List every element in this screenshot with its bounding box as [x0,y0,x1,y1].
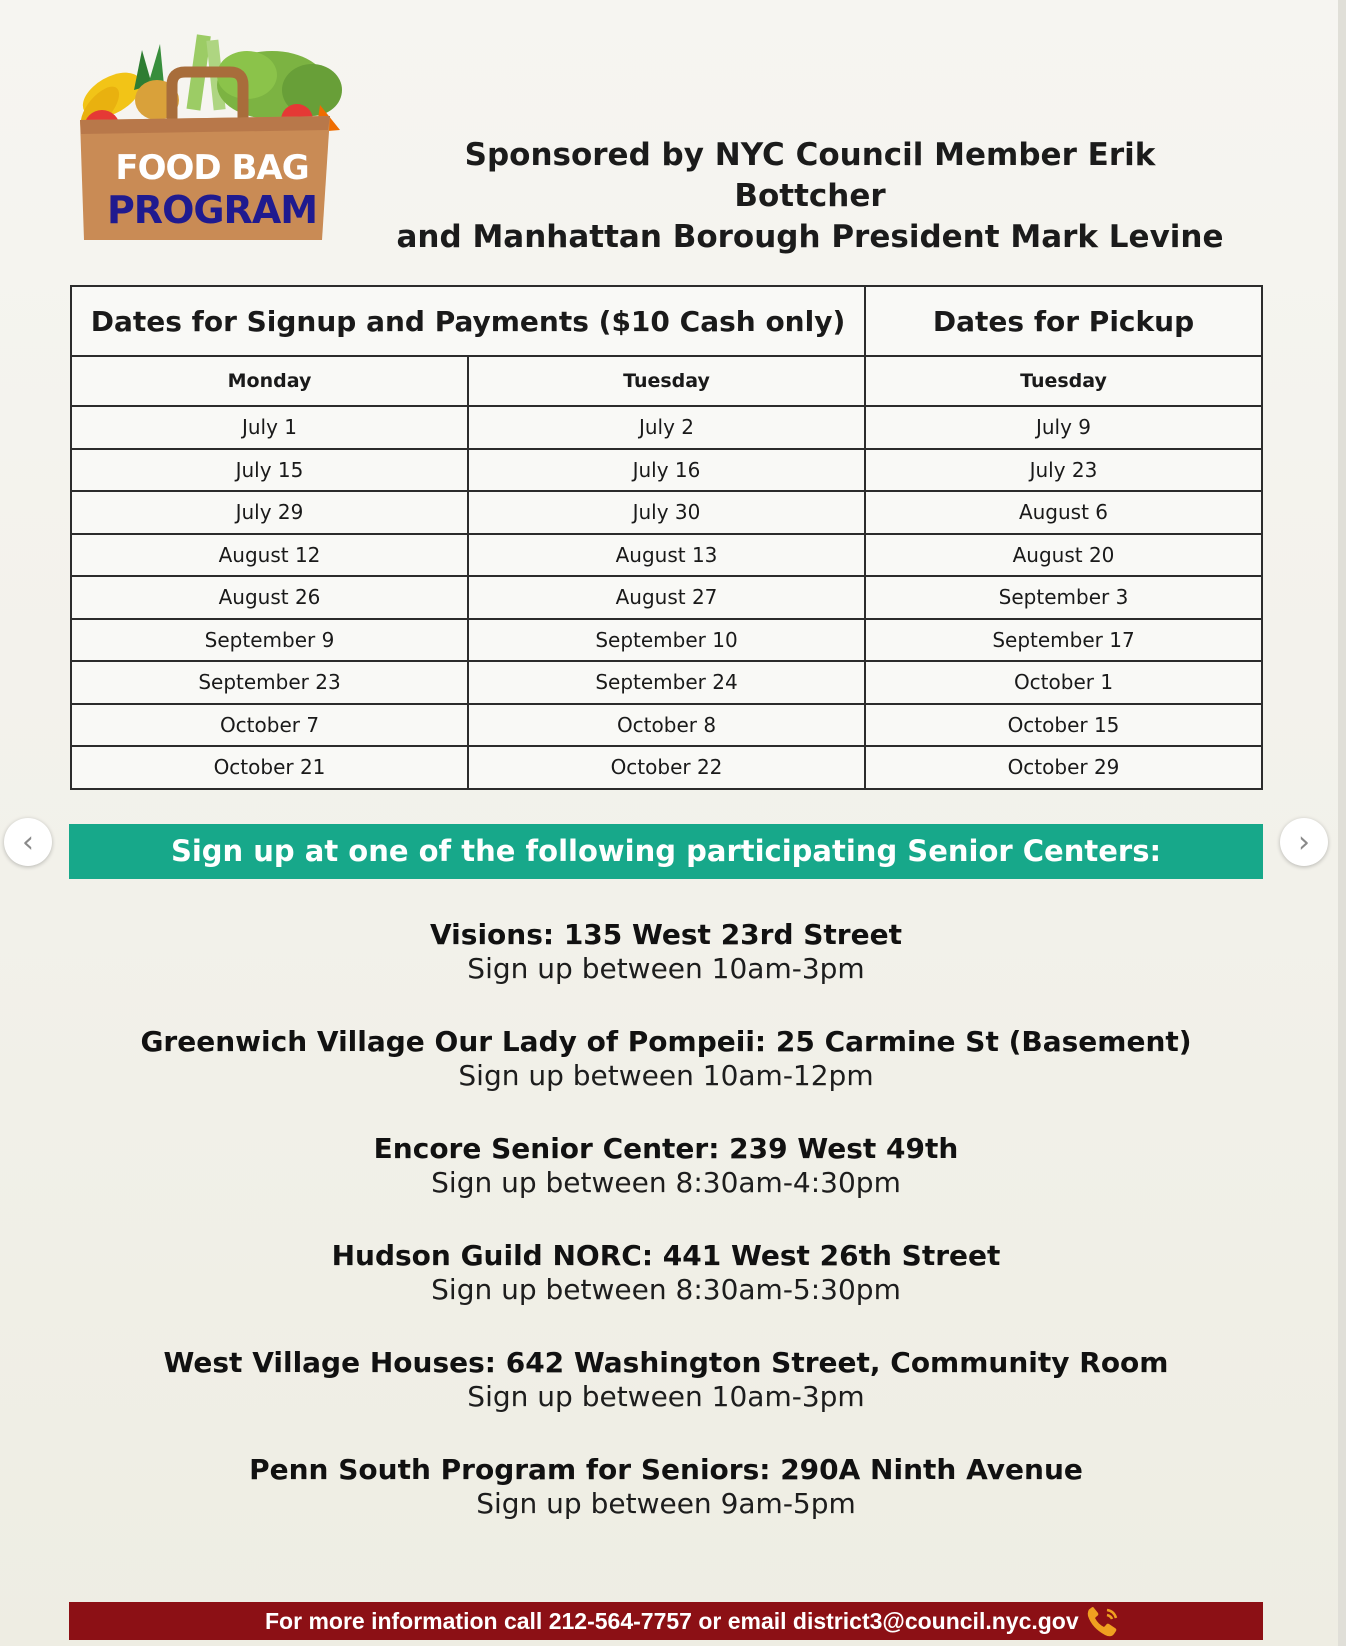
table-row [71,406,1262,449]
table-row [71,491,1262,534]
page-edge [1338,0,1346,1646]
list-item [69,1239,1263,1307]
column-header-tuesday: Tuesday [468,356,865,406]
center-name: Encore Senior Center: 239 West 49th [373,1132,959,1165]
table-cell: August 13 [468,534,865,577]
table-row [71,661,1262,704]
center-name: Hudson Guild NORC: 441 West 26th Street [331,1239,1001,1272]
logo-title-line1: FOOD BAG [115,148,309,188]
table-cell: October 15 [865,704,1262,747]
sponsor-text [390,135,1230,258]
pickup-header: Dates for Pickup [865,286,1262,356]
table-cell: September 10 [468,619,865,662]
table-cell: September 3 [865,576,1262,619]
chevron-right-icon: › [1298,824,1310,860]
center-name: West Village Houses: 642 Washington Street, Community Room [163,1346,1169,1379]
table-cell: October 1 [865,661,1262,704]
table-row [71,746,1262,789]
table-cell: July 16 [468,449,865,492]
table-cell: July 1 [71,406,468,449]
senior-centers-list [69,918,1263,1560]
food-bag-logo [72,30,362,255]
schedule-table [70,285,1263,790]
table-cell: July 29 [71,491,468,534]
center-hours: Sign up between 9am-5pm [476,1487,856,1520]
center-hours: Sign up between 8:30am-4:30pm [431,1166,901,1199]
sponsor-line2: and Manhattan Borough President Mark Levine [396,219,1224,255]
list-item [69,1025,1263,1093]
table-cell: July 23 [865,449,1262,492]
contact-footer [69,1602,1263,1640]
table-cell: August 12 [71,534,468,577]
table-cell: September 24 [468,661,865,704]
table-row [71,449,1262,492]
table-cell: August 27 [468,576,865,619]
table-cell: August 20 [865,534,1262,577]
table-cell: October 29 [865,746,1262,789]
list-item [69,1453,1263,1521]
table-cell: July 15 [71,449,468,492]
table-cell: August 6 [865,491,1262,534]
column-header-pickup-tuesday: Tuesday [865,356,1262,406]
chevron-left-icon: ‹ [22,824,34,860]
logo-title-line2: PROGRAM [106,188,318,232]
table-cell: September 17 [865,619,1262,662]
list-item [69,1132,1263,1200]
table-cell: July 2 [468,406,865,449]
table-cell: October 7 [71,704,468,747]
phone-icon [1083,1604,1123,1640]
table-cell: July 9 [865,406,1262,449]
signup-header: Dates for Signup and Payments ($10 Cash only) [71,286,865,356]
table-row [71,534,1262,577]
column-header-monday: Monday [71,356,468,406]
table-row [71,619,1262,662]
list-item [69,918,1263,986]
contact-text: For more information call 212-564-7757 or email district3@council.nyc.gov [265,1608,1079,1634]
center-name: Penn South Program for Seniors: 290A Ninth Avenue [249,1453,1083,1486]
table-cell: October 8 [468,704,865,747]
senior-centers-banner: Sign up at one of the following participating Senior Centers: [69,824,1263,879]
table-cell: September 9 [71,619,468,662]
table-row [71,576,1262,619]
list-item [69,1346,1263,1414]
sponsor-line1: Sponsored by NYC Council Member Erik Bottcher [464,137,1156,214]
table-cell: August 26 [71,576,468,619]
center-hours: Sign up between 10am-12pm [458,1059,874,1092]
center-name: Visions: 135 West 23rd Street [430,918,902,951]
table-cell: September 23 [71,661,468,704]
carousel-next-button[interactable] [1280,818,1328,866]
carousel-prev-button[interactable] [4,818,52,866]
table-row [71,704,1262,747]
center-hours: Sign up between 10am-3pm [467,952,865,985]
table-cell: October 22 [468,746,865,789]
table-cell: July 30 [468,491,865,534]
center-hours: Sign up between 8:30am-5:30pm [431,1273,901,1306]
center-name: Greenwich Village Our Lady of Pompeii: 25 Carmine St (Basement) [140,1025,1192,1058]
center-hours: Sign up between 10am-3pm [467,1380,865,1413]
table-cell: October 21 [71,746,468,789]
